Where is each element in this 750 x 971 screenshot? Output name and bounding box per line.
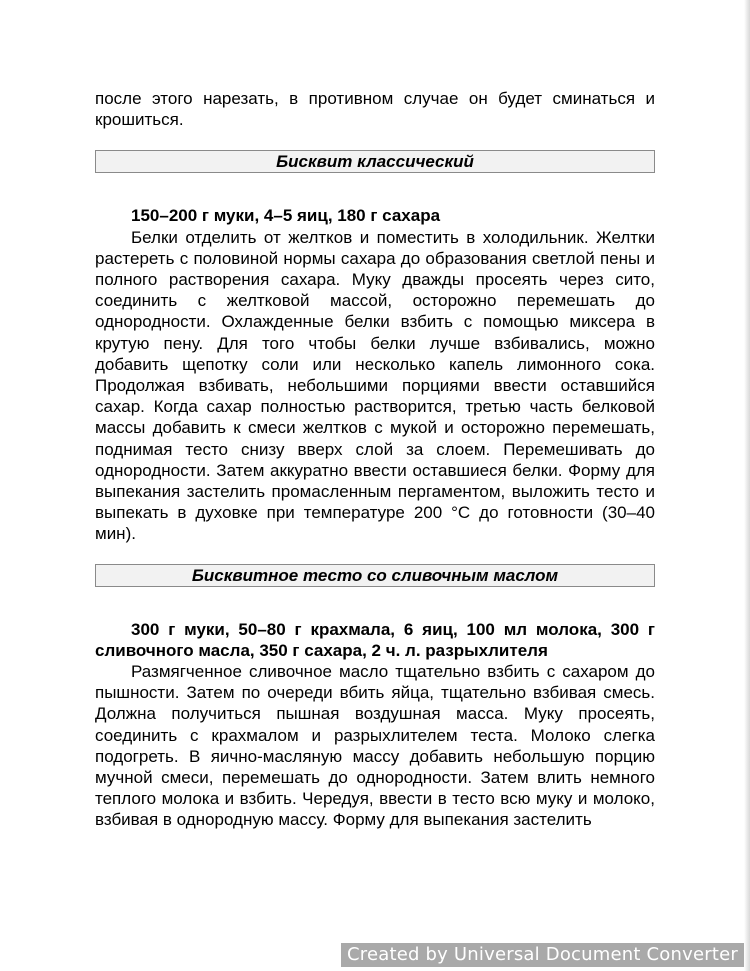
intro-paragraph: после этого нарезать, в противном случае он будет сминаться и крошиться. — [95, 89, 655, 130]
document-content — [95, 88, 655, 831]
converter-watermark: Created by Universal Document Converter — [341, 943, 744, 967]
section-title-box — [95, 564, 655, 587]
section-title: Бисквит классический — [276, 152, 474, 172]
section-gap — [95, 545, 655, 564]
recipe-section-butter — [95, 564, 655, 831]
ingredients-line: 300 г муки, 50–80 г крахмала, 6 яиц, 100 мл молока, 300 г сливочного масла, 350 г сахара, 2 ч. л. разрыхлителя — [95, 619, 655, 660]
ingredients-line: 150–200 г муки, 4–5 яиц, 180 г сахара — [131, 206, 441, 226]
section-title: Бисквитное тесто со сливочным маслом — [191, 565, 559, 585]
section-spacer — [95, 587, 655, 619]
section-title-box — [95, 150, 655, 173]
page-edge-shadow — [744, 0, 750, 971]
section-spacer — [95, 173, 655, 205]
recipe-section-classic — [95, 150, 655, 563]
recipe-instructions: Размягченное сливочное масло тщательно взбить с сахаром до пышности. Затем по очереди вбить яйца, тщательно взбивая смесь. Должна получиться пышная воздушная масса. Муку просеять, соединить с крахмалом и разрыхлителем теста. Молоко слегка подогреть. В яично-масляную массу добавить небольшую порцию мучной смеси, перемешать до однородности. Затем влить немного теплого молока и взбить. Чередуя, ввести в тесто всю муку и молоко, взбивая в однородную массу. Форму для выпекания застелить — [95, 662, 655, 830]
recipe-instructions: Белки отделить от желтков и поместить в холодильник. Желтки растереть с половиной нормы сахара до образования светлой пены и полного растворения сахара. Муку дважды просеять через сито, соединить с желтковой массой, осторожно перемешать до однородности. Охлажденные белки взбить с помощью миксера в крутую пену. Для того чтобы белки лучше взбивались, можно добавить щепотку соли или несколько капель лимонного сока. Продолжая взбивать, небольшими порциями ввести оставшийся сахар. Когда сахар полностью растворится, третью часть белковой массы добавить к смеси желтков с мукой и осторожно перемешать, поднимая тесто снизу вверх слой за слоем. Перемешивать до однородности. Затем аккуратно ввести оставшиеся белки. Форму для выпекания застелить промасленным пергаментом, выложить тесто и выпекать в духовке при температуре 200 °С до готовности (30–40 мин). — [95, 227, 655, 544]
